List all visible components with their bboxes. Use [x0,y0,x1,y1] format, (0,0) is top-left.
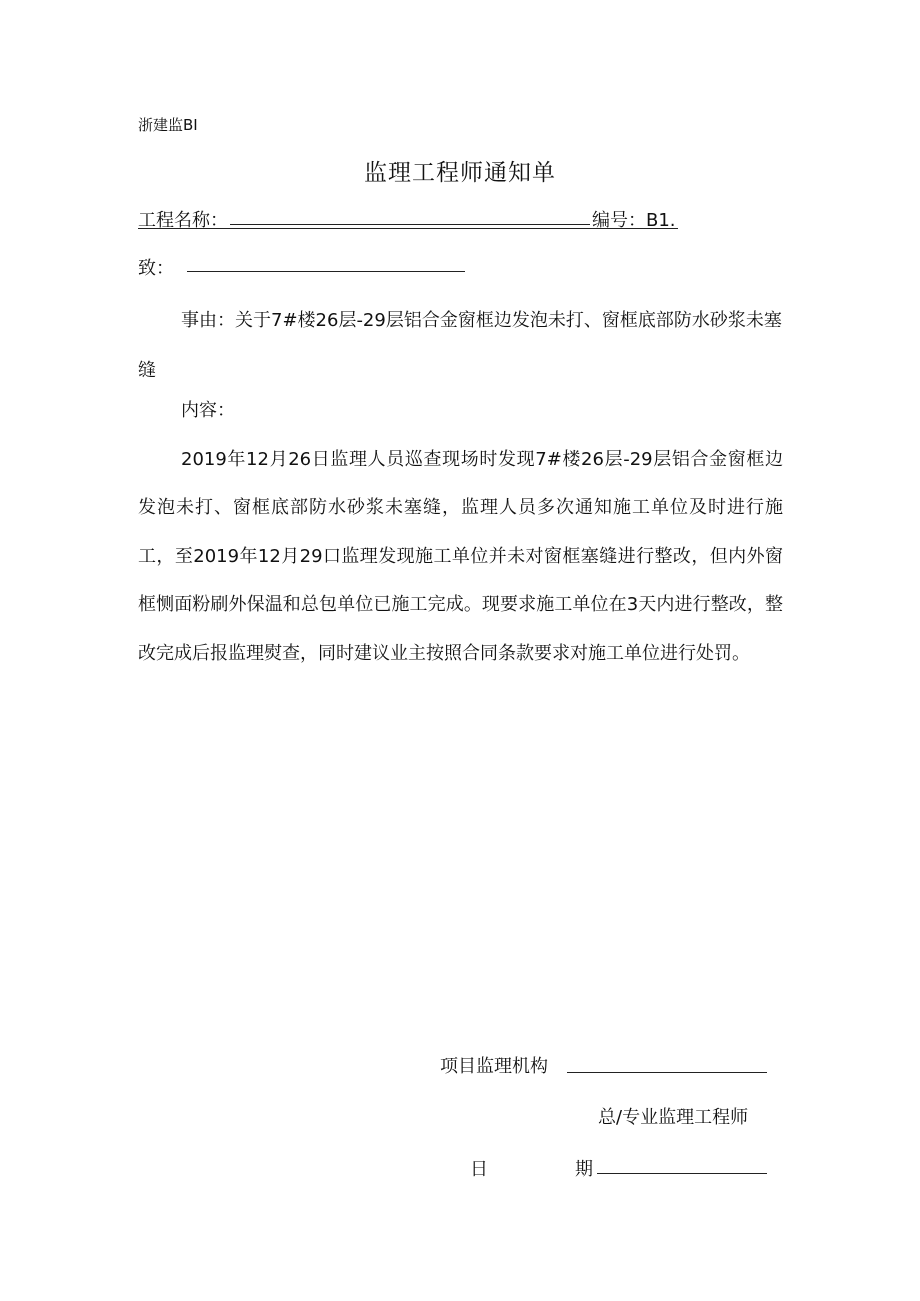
project-name-field[interactable] [230,224,590,225]
content-label: 内容： [181,400,235,421]
project-name-label: 工程名称： [138,210,228,231]
date-label-day: 日 [470,1159,488,1180]
date-field[interactable] [597,1173,767,1174]
recipient-field[interactable] [187,271,465,272]
subject-text: 事由：关于7#楼26层-29层铝合金窗框边发泡未打、窗框底部防水砂浆未塞缝 [138,310,782,381]
engineer-label: 总/专业监理工程师 [598,1107,749,1128]
form-code: 浙建监BI [138,116,198,134]
supervision-org-label: 项目监理机构 [440,1056,548,1077]
supervision-org-field[interactable] [567,1072,767,1073]
date-label-period: 期 [575,1159,593,1180]
content-body: 2019年12月26日监理人员巡查现场时发现7#楼26层-29层铝合金窗框边发泡未打、窗框底部防水砂浆未塞缝，监理人员多次通知施工单位及时进行施工，至2019年12月29口监理发现施工单位并未对窗框塞缝进行整改，但内外窗框恻面粉刷外保温和总包单位已施工完成。现要求施工单位在3天内进行整改，整改完成后报监理熨查，同时建议业主按照合同条款要求对施工单位进行处罚。 [138,449,783,664]
serial-number-label: 编号：B1. [592,210,676,231]
header-underline [138,228,678,229]
page-title: 监理工程师通知单 [364,160,556,186]
recipient-label: 致： [138,258,174,279]
